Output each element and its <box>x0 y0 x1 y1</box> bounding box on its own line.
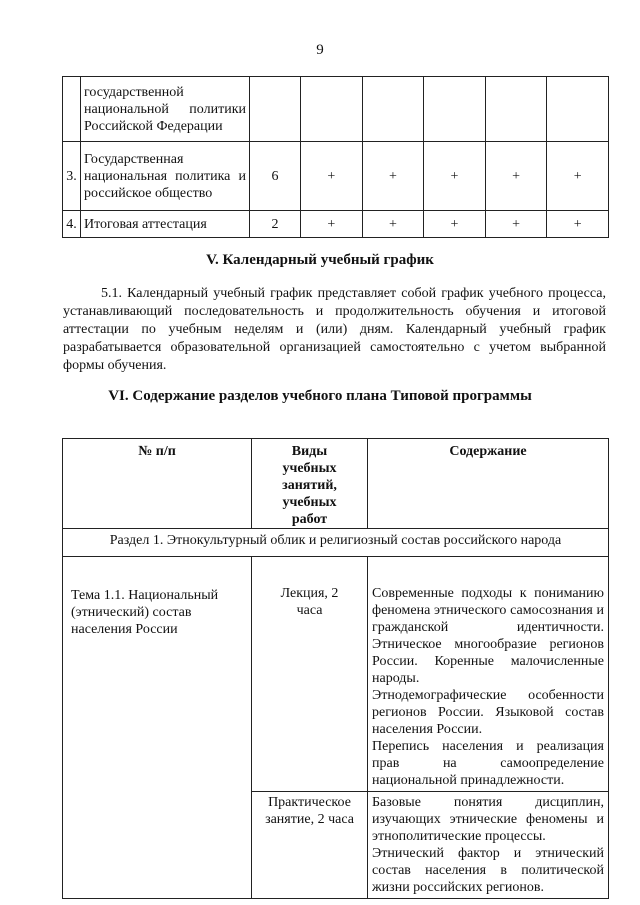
content-paragraph: Этнодемографические особенности регионов России. Языковой состав населения России. <box>372 688 604 737</box>
row-mark: + <box>485 142 547 211</box>
practice-type: Практическое занятие, 2 часа <box>252 792 368 899</box>
section-row <box>63 529 609 557</box>
page-number: 9 <box>316 42 324 58</box>
row-number: 4. <box>63 211 81 238</box>
spacer-row <box>63 557 609 586</box>
row-name: Итоговая аттестация <box>81 211 250 238</box>
row-number: 3. <box>63 142 81 211</box>
row-name: государственной национальной политики Российской Федерации <box>81 77 250 142</box>
section-title: Раздел 1. Этнокультурный облик и религиозный состав российского народа <box>63 529 609 557</box>
table-row <box>63 77 609 142</box>
spacer-cell <box>252 557 368 586</box>
header-type: Виды учебных занятий, учебных работ <box>252 439 368 529</box>
row-mark: + <box>547 142 609 211</box>
row-hours: 6 <box>250 142 301 211</box>
row-mark <box>362 77 424 142</box>
row-mark: + <box>301 211 363 238</box>
content-table <box>62 438 609 899</box>
section5-paragraph: 5.1. Календарный учебный график представляет собой график учебного процесса, устанавливающий последовательность и продолжительность обучения и итоговой аттестации по учебным неделям и (или) дням. Календарный учебный график разрабатывается образовательной организацией самостоятельно с учетом выбранной формы обучения. <box>63 286 606 373</box>
topic-title: Тема 1.1. Национальный (этнический) состав населения России <box>71 588 219 637</box>
row-hours <box>250 77 301 142</box>
row-mark <box>424 77 486 142</box>
row-mark: + <box>424 142 486 211</box>
spacer-cell <box>63 557 252 586</box>
lecture-content <box>368 585 609 792</box>
section5-heading: V. Календарный учебный график <box>206 252 434 268</box>
row-mark <box>301 77 363 142</box>
row-mark: + <box>547 211 609 238</box>
plan-table <box>62 76 609 238</box>
table-row <box>63 585 609 792</box>
row-mark: + <box>424 211 486 238</box>
content-paragraph: Этнический фактор и этнический состав населения в политической жизни российских регионов. <box>372 846 604 895</box>
row-mark <box>547 77 609 142</box>
content-paragraph: Перепись населения и реализация прав на самоопределение национальной принадлежности. <box>372 739 604 788</box>
row-mark: + <box>362 142 424 211</box>
topic-cell <box>63 585 252 899</box>
table-row <box>63 211 609 238</box>
practice-content <box>368 792 609 899</box>
row-mark: + <box>485 211 547 238</box>
header-num: № п/п <box>63 439 252 529</box>
section6-heading: VI. Содержание разделов учебного плана Типовой программы <box>108 388 532 404</box>
row-hours: 2 <box>250 211 301 238</box>
row-number <box>63 77 81 142</box>
row-mark: + <box>301 142 363 211</box>
table-header-row <box>63 439 609 529</box>
table-row <box>63 142 609 211</box>
row-mark: + <box>362 211 424 238</box>
content-paragraph: Базовые понятия дисциплин, изучающих этнические феномены и этнополитические процессы. <box>372 795 604 844</box>
content-paragraph: Современные подходы к пониманию феномена этнического самосознания и гражданской идентичности. Этническое многообразие регионов России. Коренные малочисленные народы. <box>372 586 604 686</box>
spacer-cell <box>368 557 609 586</box>
lecture-type: Лекция, 2 часа <box>252 585 368 792</box>
row-name: Государственная национальная политика и российское общество <box>81 142 250 211</box>
row-mark <box>485 77 547 142</box>
header-content: Содержание <box>368 439 609 529</box>
